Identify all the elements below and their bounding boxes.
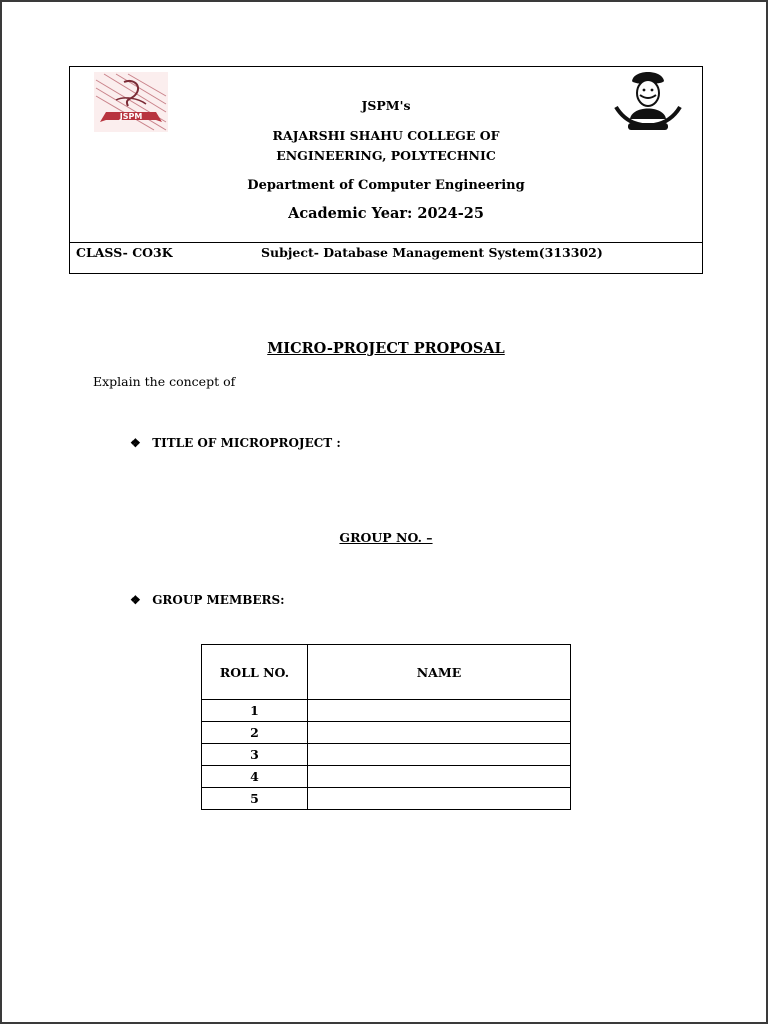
roll-no-cell: 5 (202, 788, 308, 810)
title-of-microproject-item (130, 436, 341, 450)
roll-no-header: ROLL NO. (202, 645, 308, 700)
college-name-line2: ENGINEERING, POLYTECHNIC (276, 148, 496, 163)
title-of-microproject-label: TITLE OF MICROPROJECT : (152, 436, 341, 450)
org-name: JSPM's (361, 98, 411, 113)
group-number-label: GROUP NO. – (339, 530, 433, 545)
table-header-row (202, 645, 571, 700)
name-cell (308, 700, 571, 722)
diamond-bullet-icon: ❖ (130, 436, 141, 450)
department-name: Department of Computer Engineering (247, 178, 525, 193)
roll-no-cell: 4 (202, 766, 308, 788)
table-row (202, 722, 571, 744)
name-cell (308, 788, 571, 810)
group-members-label: GROUP MEMBERS: (152, 593, 285, 607)
diamond-bullet-icon: ❖ (130, 593, 141, 607)
svg-text:JSPM: JSPM (119, 112, 143, 121)
roll-no-cell: 1 (202, 700, 308, 722)
table-row (202, 700, 571, 722)
explain-text: Explain the concept of (93, 374, 236, 389)
table-row (202, 744, 571, 766)
table-row (202, 766, 571, 788)
name-cell (308, 744, 571, 766)
proposal-title: MICRO-PROJECT PROPOSAL (267, 340, 505, 357)
name-cell (308, 766, 571, 788)
name-cell (308, 722, 571, 744)
table-row (202, 788, 571, 810)
group-members-item (130, 593, 285, 607)
header-box (69, 66, 703, 274)
subject-label: Subject- Database Management System(313302) (261, 245, 603, 260)
class-label: CLASS- CO3K (76, 245, 173, 260)
group-members-table (201, 644, 571, 810)
roll-no-cell: 2 (202, 722, 308, 744)
college-name-line1: RAJARSHI SHAHU COLLEGE OF (272, 128, 500, 143)
name-header: NAME (308, 645, 571, 700)
roll-no-cell: 3 (202, 744, 308, 766)
academic-year: Academic Year: 2024-25 (288, 205, 484, 222)
